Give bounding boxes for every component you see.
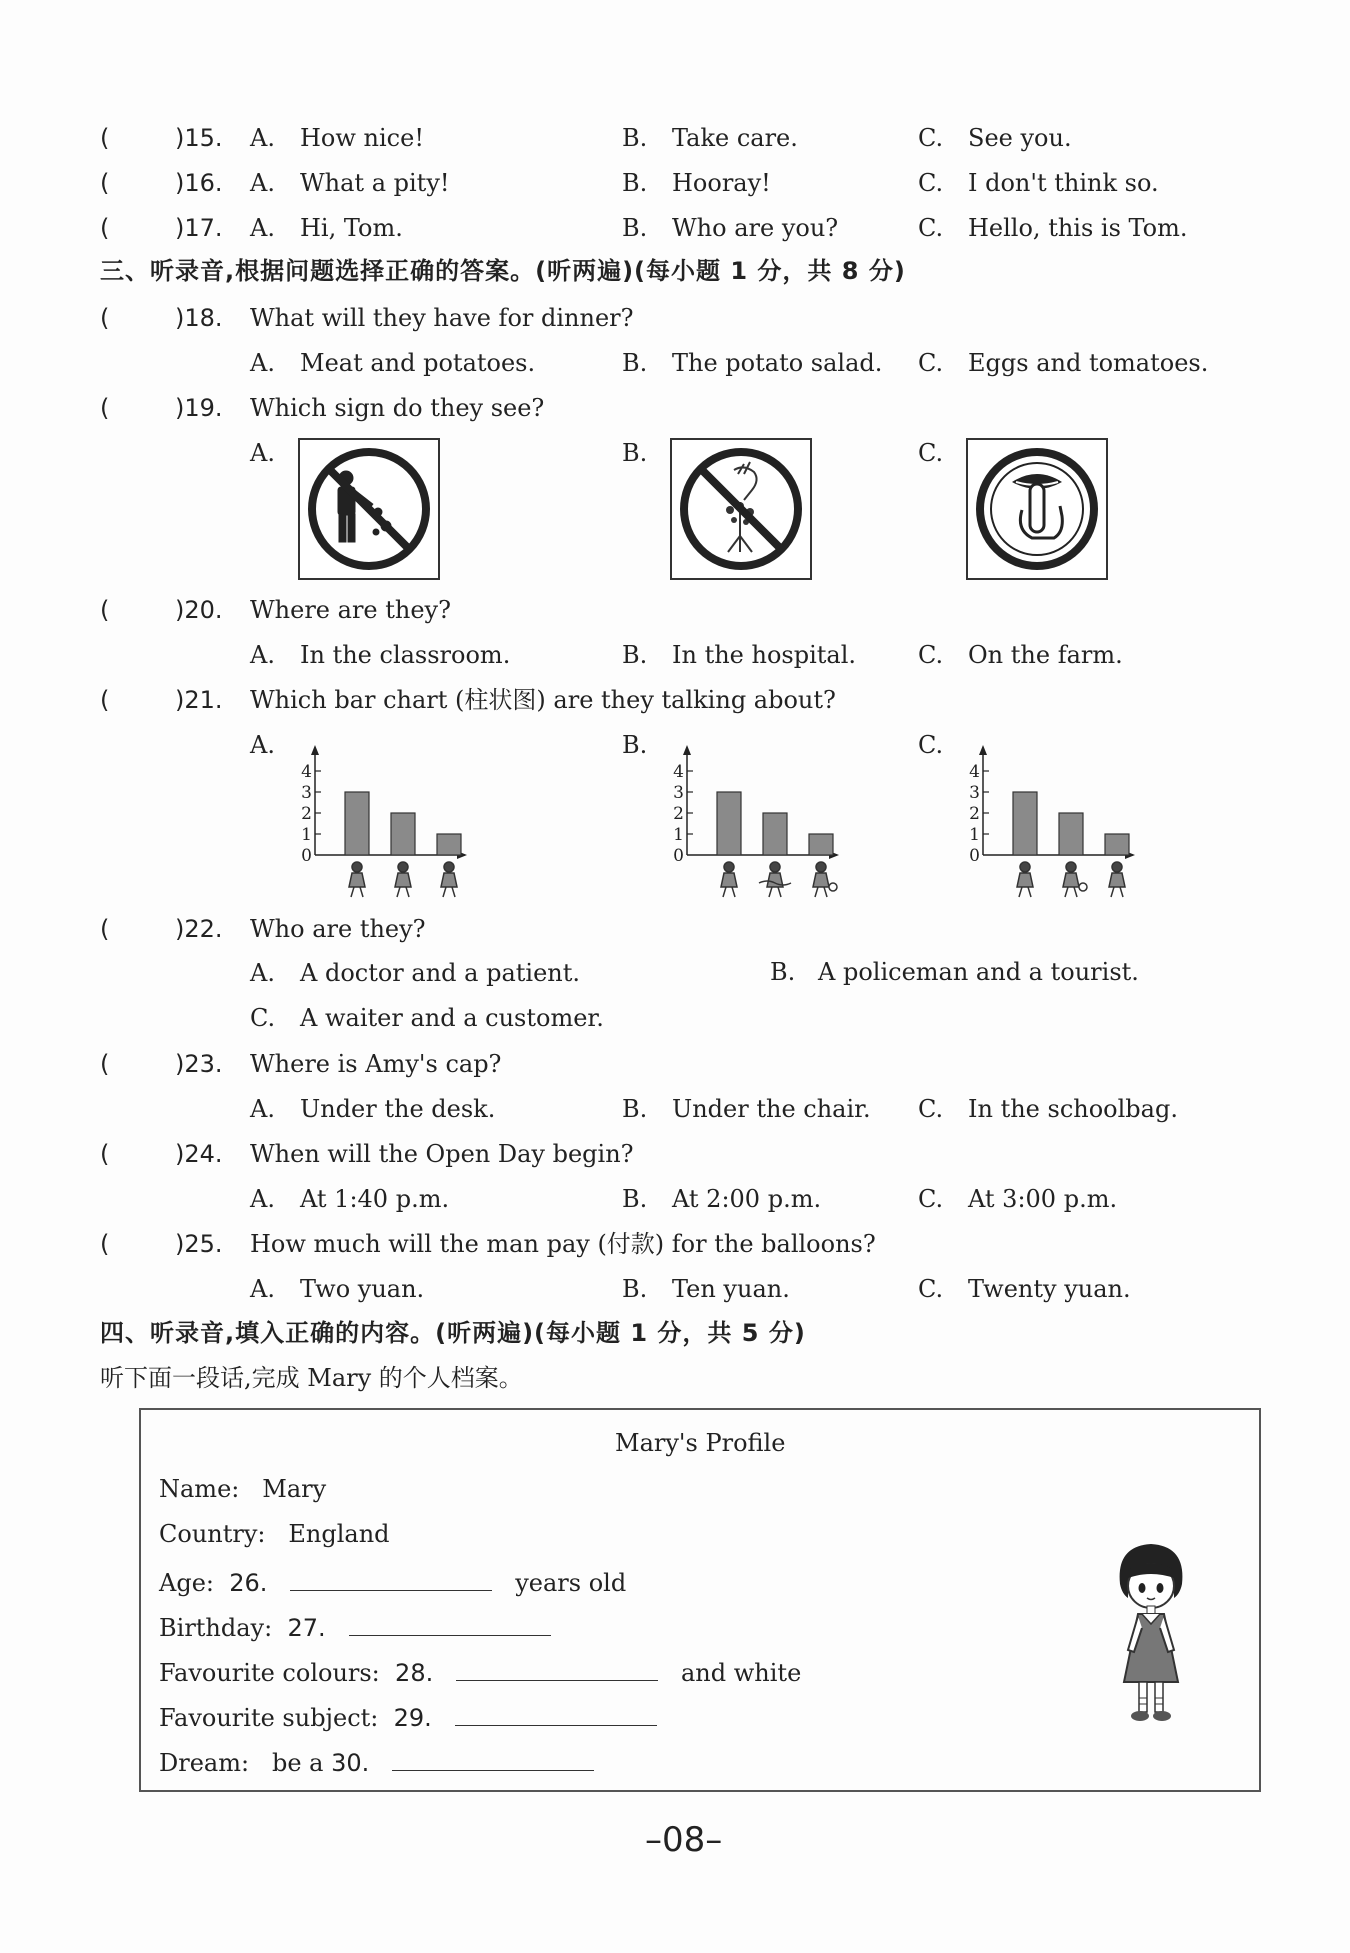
option-c-text[interactable]: On the farm. bbox=[968, 641, 1123, 669]
y-tick-label: 4 bbox=[969, 762, 980, 782]
option-a-text[interactable]: At 1:40 p.m. bbox=[300, 1185, 450, 1213]
child-dancing-icon bbox=[721, 862, 737, 897]
answer-paren[interactable]: ( bbox=[100, 304, 110, 332]
option-c-text[interactable]: At 3:00 p.m. bbox=[968, 1185, 1118, 1213]
bar bbox=[1105, 834, 1129, 855]
dream-prefix: be a bbox=[271, 1749, 324, 1777]
subject-blank[interactable] bbox=[455, 1699, 657, 1726]
profile-country-row bbox=[159, 1519, 390, 1549]
bar bbox=[763, 813, 787, 855]
bar bbox=[437, 834, 461, 855]
option-c-text[interactable]: Twenty yuan. bbox=[968, 1275, 1131, 1303]
profile-age-row bbox=[159, 1564, 626, 1598]
y-tick-label: 1 bbox=[673, 825, 684, 845]
bar-chart-c[interactable] bbox=[953, 725, 1168, 900]
y-tick-label: 3 bbox=[969, 783, 980, 803]
option-a-text[interactable]: Two yuan. bbox=[300, 1275, 425, 1303]
age-label: Age: bbox=[159, 1569, 214, 1597]
question-number: )15. bbox=[175, 124, 223, 152]
option-c-letter: C. bbox=[918, 439, 944, 467]
children-playing-icon bbox=[395, 862, 411, 897]
age-blank[interactable] bbox=[290, 1564, 492, 1591]
option-b-letter: B. bbox=[622, 641, 648, 669]
bar bbox=[345, 792, 369, 855]
option-b-text[interactable]: Who are you? bbox=[672, 214, 839, 242]
question-number: )22. bbox=[175, 915, 223, 943]
question-number: )25. bbox=[175, 1230, 223, 1258]
option-a-letter: A. bbox=[250, 731, 275, 759]
option-b-text[interactable]: Under the chair. bbox=[672, 1095, 871, 1123]
option-a-letter: A. bbox=[250, 349, 275, 377]
name-value: Mary bbox=[262, 1475, 327, 1503]
y-tick-label: 0 bbox=[673, 846, 684, 866]
y-axis-arrow-icon bbox=[683, 745, 691, 755]
bar-chart-a[interactable] bbox=[285, 725, 500, 900]
option-c-letter: C. bbox=[918, 169, 944, 197]
dream-blank[interactable] bbox=[392, 1744, 594, 1771]
option-c-text[interactable]: Eggs and tomatoes. bbox=[968, 349, 1209, 377]
option-a-letter: A. bbox=[250, 1095, 275, 1123]
option-c-text[interactable]: In the schoolbag. bbox=[968, 1095, 1178, 1123]
colours-label: Favourite colours: bbox=[159, 1659, 380, 1687]
birthday-blank[interactable] bbox=[349, 1609, 551, 1636]
y-tick-label: 4 bbox=[301, 762, 312, 782]
option-c-letter: C. bbox=[918, 214, 944, 242]
question-number: )16. bbox=[175, 169, 223, 197]
option-a-text[interactable]: Under the desk. bbox=[300, 1095, 496, 1123]
bar bbox=[391, 813, 415, 855]
subject-number: 29. bbox=[393, 1704, 432, 1732]
answer-paren[interactable]: ( bbox=[100, 214, 110, 242]
y-tick-label: 4 bbox=[673, 762, 684, 782]
section-3-heading: 三、听录音,根据问题选择正确的答案。(听两遍)(每小题 1 分，共 8 分) bbox=[100, 257, 906, 285]
option-a-letter: A. bbox=[250, 124, 275, 152]
bar bbox=[1013, 792, 1037, 855]
option-a-letter: A. bbox=[250, 439, 275, 467]
answer-paren[interactable]: ( bbox=[100, 124, 110, 152]
bar bbox=[809, 834, 833, 855]
option-c-letter: C. bbox=[918, 731, 944, 759]
age-number: 26. bbox=[229, 1569, 268, 1597]
option-b-letter: B. bbox=[622, 1275, 648, 1303]
option-c-text[interactable]: A waiter and a customer. bbox=[300, 1004, 604, 1032]
colours-suffix: and white bbox=[681, 1659, 802, 1687]
option-a-text[interactable]: How nice! bbox=[300, 124, 424, 152]
option-b-letter: B. bbox=[622, 731, 648, 759]
section-4-instruction: 听下面一段话,完成 Mary 的个人档案。 bbox=[100, 1364, 523, 1392]
option-c-letter: C. bbox=[918, 641, 944, 669]
sign-option-a[interactable] bbox=[298, 438, 440, 580]
y-tick-label: 1 bbox=[969, 825, 980, 845]
page-number bbox=[645, 1820, 722, 1860]
y-tick-label: 0 bbox=[969, 846, 980, 866]
sign-option-c[interactable] bbox=[966, 438, 1108, 580]
option-a-letter: A. bbox=[250, 169, 275, 197]
option-b-text[interactable]: Hooray! bbox=[672, 169, 771, 197]
question-number: )20. bbox=[175, 596, 223, 624]
subject-label: Favourite subject: bbox=[159, 1704, 379, 1732]
country-value: England bbox=[288, 1520, 390, 1548]
option-b-letter: B. bbox=[622, 214, 648, 242]
answer-paren[interactable]: ( bbox=[100, 686, 110, 714]
page-number-value: 08 bbox=[662, 1820, 706, 1860]
option-b-text[interactable]: A policeman and a tourist. bbox=[818, 958, 1139, 986]
bar bbox=[717, 792, 741, 855]
question-number: )24. bbox=[175, 1140, 223, 1168]
option-a-letter: A. bbox=[250, 641, 275, 669]
option-c-text[interactable]: See you. bbox=[968, 124, 1072, 152]
page-number-dash-left: – bbox=[645, 1820, 662, 1860]
page-number-dash-right: – bbox=[705, 1820, 723, 1860]
question-text: Where are they? bbox=[250, 596, 451, 624]
child-walking-icon bbox=[1109, 862, 1125, 897]
profile-birthday-row bbox=[159, 1609, 551, 1643]
option-b-letter: B. bbox=[770, 958, 796, 986]
answer-paren[interactable]: ( bbox=[100, 915, 110, 943]
option-a-text[interactable]: In the classroom. bbox=[300, 641, 511, 669]
option-b-text[interactable]: In the hospital. bbox=[672, 641, 857, 669]
option-c-letter: C. bbox=[918, 124, 944, 152]
answer-paren[interactable]: ( bbox=[100, 1230, 110, 1258]
question-text: How much will the man pay (付款) for the balloons? bbox=[250, 1230, 876, 1258]
girl-illustration-icon bbox=[1106, 1540, 1196, 1730]
colours-number: 28. bbox=[395, 1659, 434, 1687]
option-a-text[interactable]: What a pity! bbox=[300, 169, 450, 197]
option-c-letter: C. bbox=[918, 349, 944, 377]
option-c-letter: C. bbox=[918, 1095, 944, 1123]
bar-chart-b[interactable] bbox=[657, 725, 872, 900]
option-a-text[interactable]: Meat and potatoes. bbox=[300, 349, 536, 377]
question-text: What will they have for dinner? bbox=[250, 304, 634, 332]
option-c-letter: C. bbox=[918, 1185, 944, 1213]
option-b-text[interactable]: Take care. bbox=[672, 124, 798, 152]
question-number: )21. bbox=[175, 686, 223, 714]
y-tick-label: 2 bbox=[969, 804, 980, 824]
question-number: )18. bbox=[175, 304, 223, 332]
answer-paren[interactable]: ( bbox=[100, 596, 110, 624]
child-walking-icon bbox=[349, 862, 365, 897]
child-dancing-icon bbox=[441, 862, 457, 897]
bar bbox=[1059, 813, 1083, 855]
option-c-text[interactable]: I don't think so. bbox=[968, 169, 1159, 197]
answer-paren[interactable]: ( bbox=[100, 1050, 110, 1078]
option-c-letter: C. bbox=[250, 1004, 276, 1032]
option-b-text[interactable]: At 2:00 p.m. bbox=[672, 1185, 822, 1213]
profile-dream-row bbox=[159, 1744, 594, 1778]
birthday-number: 27. bbox=[287, 1614, 326, 1642]
option-b-text[interactable]: The potato salad. bbox=[672, 349, 883, 377]
y-tick-label: 0 bbox=[301, 846, 312, 866]
option-a-letter: A. bbox=[250, 1275, 275, 1303]
question-text: When will the Open Day begin? bbox=[250, 1140, 634, 1168]
answer-paren[interactable]: ( bbox=[100, 1140, 110, 1168]
age-suffix: years old bbox=[515, 1569, 627, 1597]
question-text: Which bar chart (柱状图) are they talking about? bbox=[250, 686, 836, 714]
question-number: )19. bbox=[175, 394, 223, 422]
question-number: )17. bbox=[175, 214, 223, 242]
no-picking-flowers-sign-icon bbox=[672, 440, 810, 578]
child-running-icon bbox=[1017, 862, 1033, 897]
option-c-text[interactable]: Hello, this is Tom. bbox=[968, 214, 1188, 242]
child-football-icon bbox=[1063, 862, 1087, 897]
birthday-label: Birthday: bbox=[159, 1614, 273, 1642]
profile-card bbox=[139, 1408, 1261, 1792]
answer-paren[interactable]: ( bbox=[100, 394, 110, 422]
section-4-heading: 四、听录音,填入正确的内容。(听两遍)(每小题 1 分，共 5 分) bbox=[100, 1319, 806, 1347]
option-c-letter: C. bbox=[918, 1275, 944, 1303]
country-label: Country: bbox=[159, 1520, 266, 1548]
option-a-text[interactable]: Hi, Tom. bbox=[300, 214, 403, 242]
y-tick-label: 3 bbox=[301, 783, 312, 803]
question-text: Where is Amy's cap? bbox=[250, 1050, 502, 1078]
option-b-letter: B. bbox=[622, 439, 648, 467]
no-littering-sign-icon bbox=[300, 440, 438, 578]
option-a-text[interactable]: A doctor and a patient. bbox=[300, 959, 581, 987]
profile-name-row bbox=[159, 1474, 326, 1504]
y-tick-label: 1 bbox=[301, 825, 312, 845]
option-b-letter: B. bbox=[622, 1095, 648, 1123]
option-b-letter: B. bbox=[622, 1185, 648, 1213]
colours-blank[interactable] bbox=[456, 1654, 658, 1681]
dream-number: 30. bbox=[331, 1749, 370, 1777]
profile-title: Mary's Profile bbox=[615, 1429, 786, 1457]
option-b-letter: B. bbox=[622, 169, 648, 197]
question-text: Who are they? bbox=[250, 915, 426, 943]
question-text: Which sign do they see? bbox=[250, 394, 545, 422]
y-tick-label: 3 bbox=[673, 783, 684, 803]
y-tick-label: 2 bbox=[301, 804, 312, 824]
y-axis-arrow-icon bbox=[311, 745, 319, 755]
sign-option-b[interactable] bbox=[670, 438, 812, 580]
question-number: )23. bbox=[175, 1050, 223, 1078]
option-b-text[interactable]: Ten yuan. bbox=[672, 1275, 790, 1303]
option-a-letter: A. bbox=[250, 1185, 275, 1213]
dream-label: Dream: bbox=[159, 1749, 250, 1777]
keep-quiet-sign-icon bbox=[968, 440, 1106, 578]
option-b-letter: B. bbox=[622, 349, 648, 377]
profile-colours-row bbox=[159, 1654, 801, 1688]
name-label: Name: bbox=[159, 1475, 240, 1503]
child-swimming-icon bbox=[759, 862, 791, 897]
y-tick-label: 2 bbox=[673, 804, 684, 824]
child-football-icon bbox=[813, 862, 837, 897]
option-a-letter: A. bbox=[250, 214, 275, 242]
profile-subject-row bbox=[159, 1699, 657, 1733]
option-b-letter: B. bbox=[622, 124, 648, 152]
y-axis-arrow-icon bbox=[979, 745, 987, 755]
answer-paren[interactable]: ( bbox=[100, 169, 110, 197]
option-a-letter: A. bbox=[250, 959, 275, 987]
